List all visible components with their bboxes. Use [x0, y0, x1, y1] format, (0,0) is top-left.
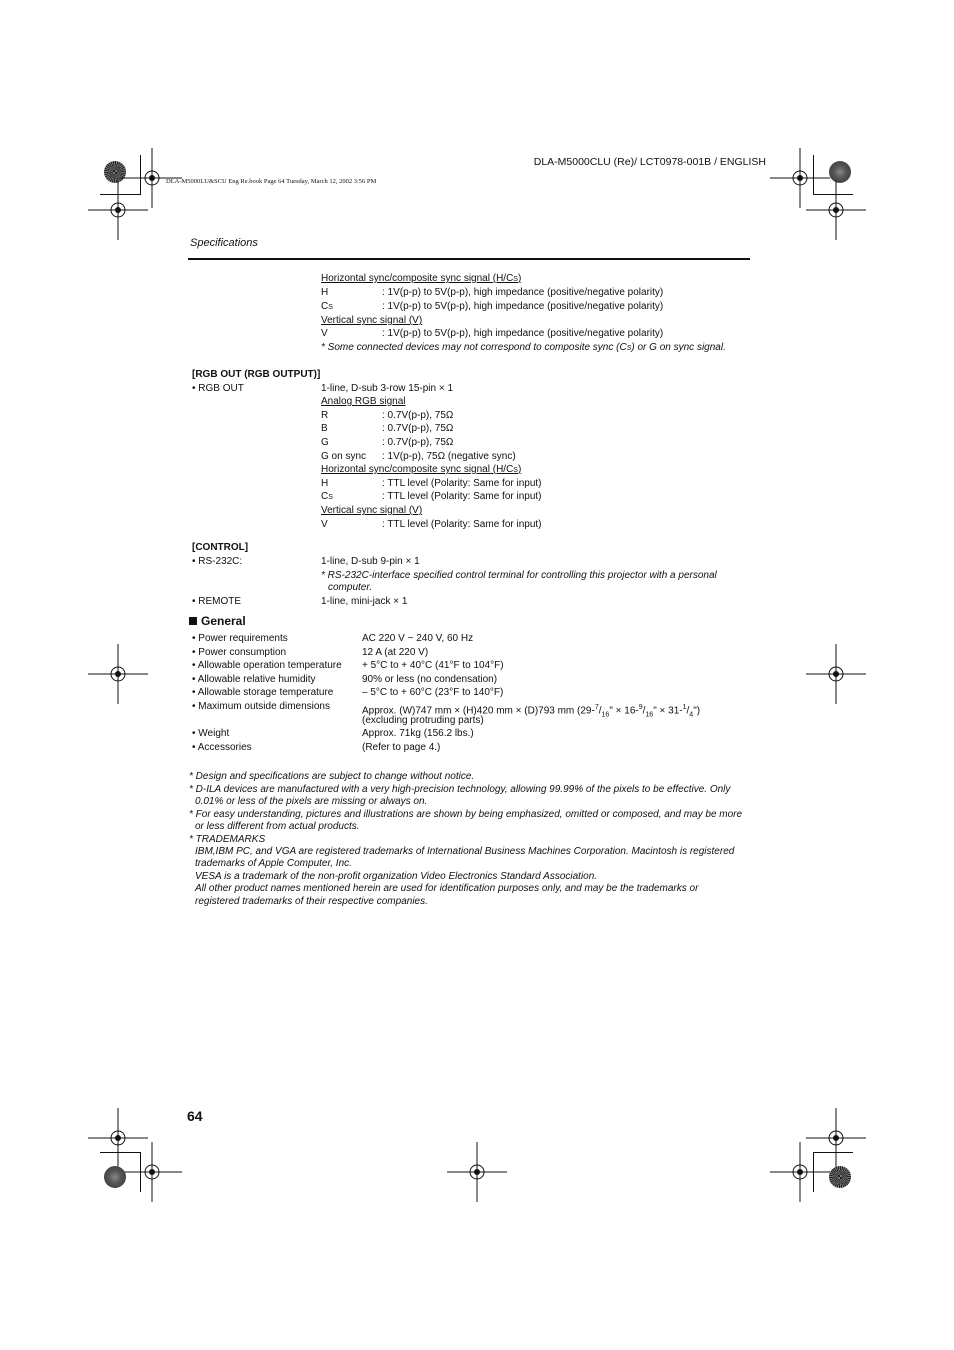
footnote-line: IBM,IBM PC, and VGA are registered trademarks of International Business Machines Corporation. Macintosh is registered — [195, 846, 735, 857]
general-label: • Allowable storage temperature — [192, 687, 334, 698]
dimensions-value: Approx. (W)747 mm × (H)420 mm × (D)793 mm ($29-^7/_{16}$" × $16-^9/_{16}$" × $31-^1/_4$") — [362, 704, 701, 719]
spec-key: G on sync — [321, 451, 367, 462]
general-heading: General — [189, 614, 246, 628]
crosshair-icon — [122, 1142, 182, 1202]
spec-value: : 1V(p-p), 75Ω (negative sync) — [382, 451, 516, 462]
spec-value: : 0.7V(p-p), 75Ω — [382, 410, 454, 421]
footnote-line: trademarks of Apple Computer, Inc. — [195, 858, 352, 869]
general-label: • Allowable relative humidity — [192, 674, 316, 685]
general-value: Approx. 71kg (156.2 lbs.) — [362, 728, 474, 739]
spec-key: R — [321, 410, 329, 421]
spec-key: CS — [321, 491, 333, 502]
footnote-line: * TRADEMARKS — [189, 834, 266, 845]
footnote-line: VESA is a trademark of the non-profit organization Video Electronics Standard Association. — [195, 871, 598, 882]
general-value: 90% or less (no condensation) — [362, 674, 498, 685]
spec-key: V — [321, 519, 328, 530]
rs232-value: 1-line, D-sub 9-pin × 1 — [321, 556, 420, 567]
spec-value: : TTL level (Polarity: Same for input) — [382, 478, 542, 489]
general-label: • Allowable operation temperature — [192, 660, 342, 671]
spec-value: : 1V(p-p) to 5V(p-p), high impedance (positive/negative polarity) — [382, 301, 664, 312]
file-info: DLA-M5000LU&SCU Eng Re.book Page 64 Tuesday, March 12, 2002 3:56 PM — [166, 178, 377, 185]
general-value: AC 220 V ~ 240 V, 60 Hz — [362, 633, 474, 644]
hsync-title: Horizontal sync/composite sync signal (H/CS) — [321, 273, 522, 284]
footnote-line: * D-ILA devices are manufactured with a very high-precision technology, allowing 99.99% of the pixels to be effective. Only — [189, 784, 731, 795]
spec-key: G — [321, 437, 329, 448]
spec-value: : 0.7V(p-p), 75Ω — [382, 423, 454, 434]
analog-title: Analog RGB signal — [321, 396, 406, 407]
vsync-title: Vertical sync signal (V) — [321, 315, 423, 326]
crosshair-icon — [770, 1142, 830, 1202]
crosshair-icon — [447, 1142, 507, 1202]
square-bullet-icon — [189, 617, 197, 625]
crosshair-icon — [88, 644, 148, 704]
footnote-line: or less different from actual products. — [195, 821, 360, 832]
sync-note: * Some connected devices may not correspond to composite sync (CS) or G on sync signal. — [321, 342, 726, 353]
rs232-note-cont: computer. — [328, 582, 373, 593]
hsync-title: Horizontal sync/composite sync signal (H/CS) — [321, 464, 522, 475]
section-title: Specifications — [190, 237, 258, 249]
general-label: • Power requirements — [192, 633, 288, 644]
general-label: • Weight — [192, 728, 230, 739]
general-value: 12 A (at 220 V) — [362, 647, 429, 658]
footnote-line: * Design and specifications are subject to change without notice. — [189, 771, 475, 782]
doc-reference: DLA-M5000CLU (Re)/ LCT0978-001B / ENGLISH — [533, 156, 766, 168]
rgb-out-heading: [RGB OUT (RGB OUTPUT)] — [192, 369, 321, 380]
spec-key: H — [321, 287, 329, 298]
rgb-out-value: 1-line, D-sub 3-row 15-pin × 1 — [321, 383, 454, 394]
spec-key: B — [321, 423, 328, 434]
general-label: • Accessories — [192, 742, 252, 753]
spec-value: : 0.7V(p-p), 75Ω — [382, 437, 454, 448]
spec-key: V — [321, 328, 328, 339]
general-label: • Power consumption — [192, 647, 287, 658]
remote-label: • REMOTE — [192, 596, 242, 607]
general-value: + 5°C to + 40°C (41°F to 104°F) — [362, 660, 504, 671]
crosshair-icon — [806, 644, 866, 704]
spec-key: H — [321, 478, 329, 489]
spec-value: : 1V(p-p) to 5V(p-p), high impedance (positive/negative polarity) — [382, 328, 664, 339]
registration-ball-icon — [104, 1166, 126, 1188]
crosshair-icon — [806, 180, 866, 240]
spec-value: : TTL level (Polarity: Same for input) — [382, 491, 542, 502]
page-number: 64 — [187, 1108, 203, 1124]
registration-ball-icon — [829, 1166, 851, 1188]
footnote-line: * For easy understanding, pictures and illustrations are shown by being emphasized, omitted or composed, and may be more — [189, 809, 743, 820]
general-label: • Maximum outside dimensions — [192, 701, 330, 712]
spec-value: : TTL level (Polarity: Same for input) — [382, 519, 542, 530]
footnote-line: 0.01% or less of the pixels are missing or always on. — [195, 796, 428, 807]
vsync-title: Vertical sync signal (V) — [321, 505, 423, 516]
rs232-label: • RS-232C: — [192, 556, 243, 567]
rgb-out-label: • RGB OUT — [192, 383, 244, 394]
control-heading: [CONTROL] — [192, 542, 249, 553]
header-rule — [188, 258, 750, 260]
footnote-line: registered trademarks of their respective companies. — [195, 896, 428, 907]
footnote-line: All other product names mentioned herein are used for identification purposes only, and may be the trademarks or — [195, 883, 699, 894]
rs232-note: * RS-232C-interface specified control terminal for controlling this projector with a personal — [321, 570, 717, 581]
dimensions-note: (excluding protruding parts) — [362, 715, 484, 726]
crosshair-icon — [88, 180, 148, 240]
spec-key: CS — [321, 301, 333, 312]
remote-value: 1-line, mini-jack × 1 — [321, 596, 408, 607]
spec-value: : 1V(p-p) to 5V(p-p), high impedance (positive/negative polarity) — [382, 287, 664, 298]
general-value: (Refer to page 4.) — [362, 742, 441, 753]
general-value: – 5°C to + 60°C (23°F to 140°F) — [362, 687, 504, 698]
